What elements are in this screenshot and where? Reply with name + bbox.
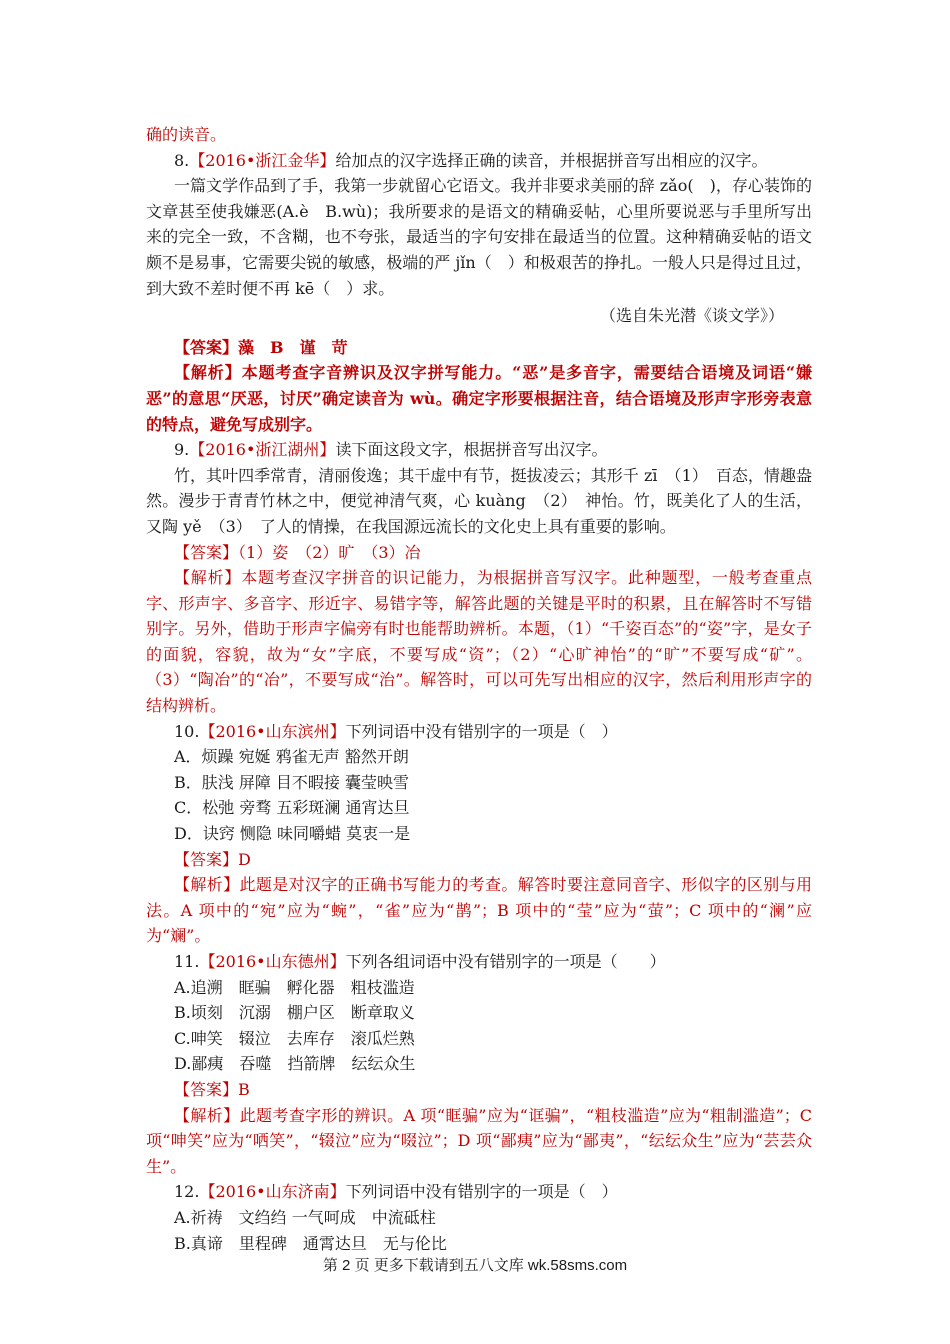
question-9 <box>146 437 812 463</box>
answer-text: （1）姿 （2）旷 （3）冶 <box>238 542 421 562</box>
question-11-answer <box>146 1077 812 1103</box>
question-10-analysis <box>146 872 812 949</box>
question-11-analysis <box>146 1103 812 1180</box>
question-text: 下列词语中没有错别字的一项是（ ） <box>345 1182 618 1202</box>
page-footer: 第 2 页 更多下载请到五八文库 wk.58sms.com <box>322 1257 628 1274</box>
question-11 <box>146 949 812 975</box>
analysis-label: 【解析】 <box>174 875 240 895</box>
option-d: D.鄙痍 吞噬 挡箭牌 纭纭众生 <box>174 1054 416 1074</box>
question-number: 12. <box>174 1182 200 1202</box>
previous-answer-fragment: 确的读音。 <box>146 125 227 144</box>
question-9-answer <box>146 540 812 566</box>
analysis-label: 【解析】 <box>174 363 242 383</box>
question-8-answer <box>146 335 812 361</box>
question-text: 下列词语中没有错别字的一项是（ ） <box>345 721 618 741</box>
analysis-label: 【解析】 <box>174 1105 240 1125</box>
analysis-text: 此题是对汉字的正确书写能力的考查。解答时要注意同音字、形似字的区别与用法。A 项中的“宛”应为“蜿”，“雀”应为“鹊”；B 项中的“莹”应为“萤”；C 项中的“澜”应为“斓”。 <box>146 875 812 946</box>
answer-label: 【答案】 <box>174 1079 239 1099</box>
answer-text: D <box>238 849 251 869</box>
question-10-answer <box>146 847 812 873</box>
option-a: A.追溯 眶骗 孵化器 粗枝滥造 <box>174 977 415 997</box>
question-8 <box>146 148 812 174</box>
question-text: 给加点的汉字选择正确的读音，并根据拼音写出相应的汉字。 <box>335 150 768 170</box>
answer-label: 【答案】 <box>174 849 239 869</box>
option-c: C.呻笑 辍泣 去库存 滚瓜烂熟 <box>174 1028 415 1048</box>
question-source: 【2016•浙江金华】 <box>189 150 336 170</box>
question-9-passage: 竹，其叶四季常青，清丽俊逸；其干虚中有节，挺拔凌云；其形千 zī （1） 百态，情趣盎然。漫步于青青竹林之中，便觉神清气爽，心 kuàng （2） 神怡。竹，既美化了人的生活，又陶 yě （3） 了人的情操，在我国源远流长的文化史上具有重要的影响。 <box>146 465 812 536</box>
answer-label: 【答案】 <box>174 337 239 357</box>
analysis-text: 本题考查字音辨识及汉字拼写能力。“恶”是多音字，需要结合语境及词语“嫌恶”的意思“厌恶，讨厌”确定读音为 wù。确定字形要根据注音，结合语境及形声字形旁表意的特点，避免写成别字。 <box>146 363 812 434</box>
answer-label: 【答案】 <box>174 542 239 562</box>
question-text: 下列各组词语中没有错别字的一项是（ ） <box>345 952 666 971</box>
option-b: B.顷刻 沉溺 棚户区 断章取义 <box>174 1003 415 1023</box>
analysis-label: 【解析】 <box>174 568 242 588</box>
question-number: 8. <box>174 150 190 170</box>
question-source: 【2016•山东滨州】 <box>199 721 346 741</box>
answer-text: 藻 B 谨 苛 <box>238 337 348 357</box>
option-a: A．烦躁 宛娫 鸦雀无声 豁然开朗 <box>174 747 409 767</box>
option-c: C．松弛 旁骛 五彩斑澜 通宵达旦 <box>174 798 410 818</box>
question-text: 读下面这段文字，根据拼音写出汉字。 <box>335 440 608 460</box>
option-b: B．肤浅 屏障 目不暇接 囊莹映雪 <box>174 772 410 792</box>
question-12 <box>146 1179 812 1205</box>
question-8-passage: 一篇文学作品到了手，我第一步就留心它语文。我并非要求美丽的辞 zǎo( )，存心装饰的文章甚至使我嫌恶(A.è B.wù)；我所要求的是语文的精确妥帖，心里所要说恶与手里所写出来的完全一致，不含糊，也不夸张，最适当的字句安排在最适当的位置。这种精确妥帖的语文颇不是易事，它需要尖锐的敏感，极端的严 jǐn（ ）和极艰苦的挣扎。一般人只是得过且过，到大致不差时便不再 kē（ ）求。 <box>146 176 812 298</box>
option-a: A.祈祷 文绉绉 一气呵成 中流砥柱 <box>174 1207 436 1227</box>
question-source: 【2016•山东济南】 <box>199 1182 346 1202</box>
question-number: 11. <box>174 952 200 971</box>
question-source: 【2016•山东德州】 <box>199 952 346 971</box>
analysis-text: 本题考查汉字拼音的识记能力，为根据拼音写汉字。此种题型，一般考查重点字、形声字、多音字、形近字、易错字等，解答此题的关键是平时的积累，且在解答时不写错别字。另外，借助于形声字偏旁有时也能帮助辨析。本题，（1）“千姿百态”的“姿”字，是女子的面貌，容貌，故为“女”字底，不要写成“资”；（2）“心旷神怡”的“旷”不要写成“矿”。（3）“陶冶”的“冶”，不要写成“治”。解答时，可以可先写出相应的汉字，然后利用形声字的结构辨析。 <box>146 568 812 716</box>
question-source: 【2016•浙江湖州】 <box>189 440 336 460</box>
analysis-text: 此题考查字形的辨识。A 项“眶骗”应为“诓骗”，“粗枝滥造”应为“粗制滥造”；C 项“呻笑”应为“哂笑”，“辍泣”应为“啜泣”；D 项“鄙痍”应为“鄙夷”，“纭纭众生”应为“芸芸众生”。 <box>146 1105 812 1176</box>
page-content <box>146 122 812 1256</box>
answer-text: B <box>238 1079 250 1099</box>
option-b: B.真谛 里程碑 通霄达旦 无与伦比 <box>174 1233 447 1253</box>
question-8-analysis <box>146 360 812 437</box>
question-number: 9. <box>174 440 190 460</box>
question-10 <box>146 719 812 745</box>
question-number: 10. <box>174 721 200 741</box>
question-9-analysis <box>146 565 812 719</box>
passage-citation: （选自朱光潜《谈文学》） <box>599 306 784 326</box>
option-d: D．诀窍 恻隐 味同嚼蜡 莫衷一是 <box>174 824 411 844</box>
